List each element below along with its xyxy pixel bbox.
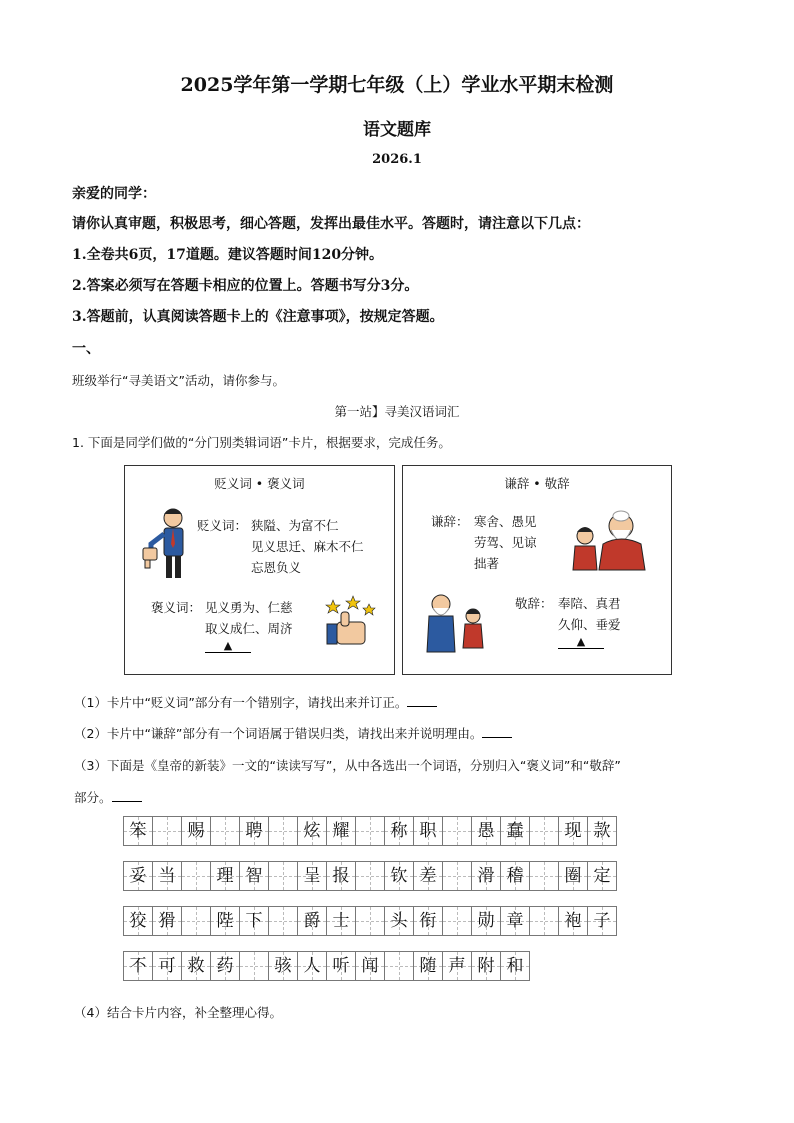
- grid-char: 衔: [419, 911, 437, 931]
- subquestion-text: 部分。: [74, 790, 112, 805]
- commendatory-label: 褒义词：: [151, 600, 202, 615]
- grid-cell: [413, 861, 443, 891]
- grid-cell: [210, 816, 240, 846]
- greeting: 亲爱的同学：: [72, 186, 156, 202]
- grid-char: 救: [187, 956, 205, 976]
- grid-cell: [181, 951, 211, 981]
- instruction-item: 3.答题前，认真阅读答题卡上的《注意事项》，按规定答题。: [72, 309, 444, 325]
- grid-char: 头: [390, 911, 408, 931]
- card-derogatory-commendatory: [124, 465, 395, 675]
- card-title: 谦辞 • 敬辞: [504, 476, 570, 491]
- subquestion-4: （4）结合卡片内容，补全整理心得。: [74, 1005, 282, 1020]
- grid-char: 差: [419, 866, 437, 886]
- grid-cell: [471, 906, 501, 936]
- grid-char: 当: [158, 866, 176, 886]
- section-number: 一、: [72, 341, 100, 357]
- grid-cell: [442, 861, 472, 891]
- grid-cell: [152, 906, 182, 936]
- grid-cell: [529, 816, 559, 846]
- elder-and-child-icon: [569, 504, 649, 574]
- grid-char: 和: [506, 956, 524, 976]
- grid-char: 滑: [477, 866, 495, 886]
- grid-cell: [442, 906, 472, 936]
- grid-cell: [123, 906, 153, 936]
- instruction-item: 1.全卷共6页，17道题。建议答题时间120分钟。: [72, 247, 384, 263]
- grid-char: 闻: [361, 956, 379, 976]
- grid-cell: [181, 816, 211, 846]
- grid-cell: [181, 906, 211, 936]
- grid-char: 称: [390, 821, 408, 841]
- word-grid: [124, 816, 617, 981]
- grid-char: 袍: [564, 911, 582, 931]
- humble-words: 拙著: [474, 556, 500, 571]
- honorific-label: 敬辞：: [515, 596, 553, 611]
- grid-cell: [326, 861, 356, 891]
- grid-char: 随: [419, 956, 437, 976]
- grid-cell: [123, 816, 153, 846]
- grid-char: 炫: [303, 821, 321, 841]
- grid-cell: [268, 951, 298, 981]
- grid-char: 附: [477, 956, 495, 976]
- exam-date: 2026.1: [372, 152, 422, 167]
- grid-char: 聘: [245, 821, 263, 841]
- honorific-words: 奉陪、真君: [558, 596, 621, 611]
- grid-cell: [384, 951, 414, 981]
- grid-char: 下: [245, 911, 263, 931]
- grid-char: 士: [332, 911, 350, 931]
- grid-cell: [384, 906, 414, 936]
- derogatory-words: 见义思迁、麻木不仁: [251, 539, 364, 554]
- instructions-intro: 请你认真审题，积极思考，细心答题，发挥出最佳水平。答题时，请注意以下几点：: [72, 216, 590, 232]
- humble-words: 寒舍、愚见: [474, 514, 537, 529]
- grid-cell: [239, 861, 269, 891]
- commendatory-words: 见义勇为、仁慈: [205, 600, 293, 615]
- grid-char: 呈: [303, 866, 321, 886]
- grid-char: 药: [216, 956, 234, 976]
- grid-char: 猾: [158, 911, 176, 931]
- grid-char: 不: [129, 956, 147, 976]
- grid-cell: [413, 951, 443, 981]
- grid-cell: [239, 906, 269, 936]
- grid-char: 笨: [129, 821, 147, 841]
- grid-cell: [500, 906, 530, 936]
- grid-cell: [471, 816, 501, 846]
- grid-char: 智: [245, 866, 263, 886]
- grid-row: [124, 906, 617, 936]
- page-subtitle: 语文题库: [363, 120, 431, 140]
- station-heading: 第一站】寻美汉语词汇: [334, 404, 460, 419]
- grid-cell: [355, 906, 385, 936]
- grid-cell: [529, 861, 559, 891]
- derogatory-words: 狭隘、为富不仁: [251, 518, 339, 533]
- grid-cell: [587, 816, 617, 846]
- grid-char: 定: [593, 866, 611, 886]
- grid-char: 稽: [506, 866, 524, 886]
- grid-cell: [297, 816, 327, 846]
- derogatory-label: 贬义词：: [197, 518, 248, 533]
- grid-cell: [471, 951, 501, 981]
- grid-char: 理: [216, 866, 234, 886]
- page-title: 2025学年第一学期七年级（上）学业水平期末检测: [180, 74, 614, 96]
- grid-char: 职: [419, 821, 437, 841]
- grid-cell: [558, 816, 588, 846]
- grid-cell: [413, 906, 443, 936]
- grid-cell: [355, 951, 385, 981]
- card-title: 贬义词 • 褒义词: [214, 476, 305, 491]
- grid-char: 子: [593, 911, 611, 931]
- grid-cell: [442, 816, 472, 846]
- grid-row: [124, 951, 617, 981]
- subquestion-text: （1）卡片中“贬义词”部分有一个错别字，请找出来并订正。: [74, 695, 408, 710]
- grid-char: 赐: [187, 821, 205, 841]
- subquestion-1: [74, 693, 437, 711]
- grid-char: 蠢: [506, 821, 524, 841]
- thumbs-up-stars-icon: [323, 594, 379, 650]
- grid-cell: [239, 951, 269, 981]
- subquestion-2: [74, 724, 512, 742]
- grid-char: 章: [506, 911, 524, 931]
- grid-char: 骇: [274, 956, 292, 976]
- section-intro: 班级举行“寻美语文”活动，请你参与。: [72, 373, 285, 388]
- grid-cell: [268, 816, 298, 846]
- grid-char: 陛: [216, 911, 234, 931]
- grid-cell: [500, 951, 530, 981]
- grid-cell: [210, 951, 240, 981]
- answer-blank[interactable]: [407, 696, 437, 707]
- grid-cell: [384, 861, 414, 891]
- grid-cell: [326, 906, 356, 936]
- grid-char: 现: [564, 821, 582, 841]
- answer-blank[interactable]: [112, 791, 142, 802]
- grid-cell: [152, 951, 182, 981]
- grid-cell: [297, 861, 327, 891]
- grid-cell: [500, 861, 530, 891]
- grid-char: 钦: [390, 866, 408, 886]
- grid-cell: [558, 906, 588, 936]
- grid-cell: [297, 951, 327, 981]
- grid-cell: [413, 816, 443, 846]
- question-1: 1. 下面是同学们做的“分门别类辑词语”卡片，根据要求，完成任务。: [72, 435, 451, 450]
- grid-cell: [326, 816, 356, 846]
- honorific-words: 久仰、垂爱: [558, 617, 621, 632]
- grid-char: 圈: [564, 866, 582, 886]
- grid-char: 爵: [303, 911, 321, 931]
- grid-char: 报: [332, 866, 350, 886]
- grid-char: 狡: [129, 911, 147, 931]
- grid-char: 款: [593, 821, 611, 841]
- grid-char: 愚: [477, 821, 495, 841]
- grid-row: [124, 861, 617, 891]
- grid-char: 听: [332, 956, 350, 976]
- answer-blank[interactable]: [482, 727, 512, 738]
- grid-row: [124, 816, 617, 846]
- grid-cell: [529, 906, 559, 936]
- grid-char: 勋: [477, 911, 495, 931]
- grid-cell: [442, 951, 472, 981]
- subquestion-3-cont: [74, 788, 142, 806]
- humble-words: 劳驾、见谅: [474, 535, 537, 550]
- grid-char: 耀: [332, 821, 350, 841]
- card-humble-honorific: [402, 465, 672, 675]
- grid-char: 妥: [129, 866, 147, 886]
- grid-cell: [587, 861, 617, 891]
- instruction-item: 2.答案必须写在答题卡相应的位置上。答题书写分3分。: [72, 278, 419, 294]
- grid-cell: [181, 861, 211, 891]
- grid-cell: [471, 861, 501, 891]
- grid-char: 人: [303, 956, 321, 976]
- grid-char: 声: [448, 956, 466, 976]
- grid-cell: [384, 816, 414, 846]
- grid-cell: [268, 906, 298, 936]
- grid-cell: [326, 951, 356, 981]
- subquestion-text: （2）卡片中“谦辞”部分有一个词语属于错误归类，请找出来并说明理由。: [74, 726, 483, 741]
- grid-cell: [355, 861, 385, 891]
- answer-blank-triangle: ▲: [205, 640, 251, 653]
- grid-cell: [210, 906, 240, 936]
- grid-cell: [268, 861, 298, 891]
- grid-cell: [297, 906, 327, 936]
- derogatory-words: 忘恩负义: [251, 560, 302, 575]
- answer-blank-triangle: ▲: [558, 636, 604, 649]
- grid-cell: [152, 861, 182, 891]
- grid-cell: [500, 816, 530, 846]
- thumbs-down-man-icon: [135, 504, 199, 584]
- grid-char: 可: [158, 956, 176, 976]
- grid-cell: [558, 861, 588, 891]
- commendatory-words: 取义成仁、周济: [205, 621, 293, 636]
- grid-cell: [210, 861, 240, 891]
- grid-cell: [152, 816, 182, 846]
- grid-cell: [355, 816, 385, 846]
- grid-cell: [123, 951, 153, 981]
- grid-cell: [239, 816, 269, 846]
- elder-and-child-icon: [423, 584, 489, 654]
- humble-label: 谦辞：: [431, 514, 469, 529]
- grid-cell: [587, 906, 617, 936]
- grid-cell: [123, 861, 153, 891]
- subquestion-3: （3）下面是《皇帝的新装》一文的“读读写写”，从中各选出一个词语，分别归入“褒义词”和“敬辞”: [74, 758, 621, 773]
